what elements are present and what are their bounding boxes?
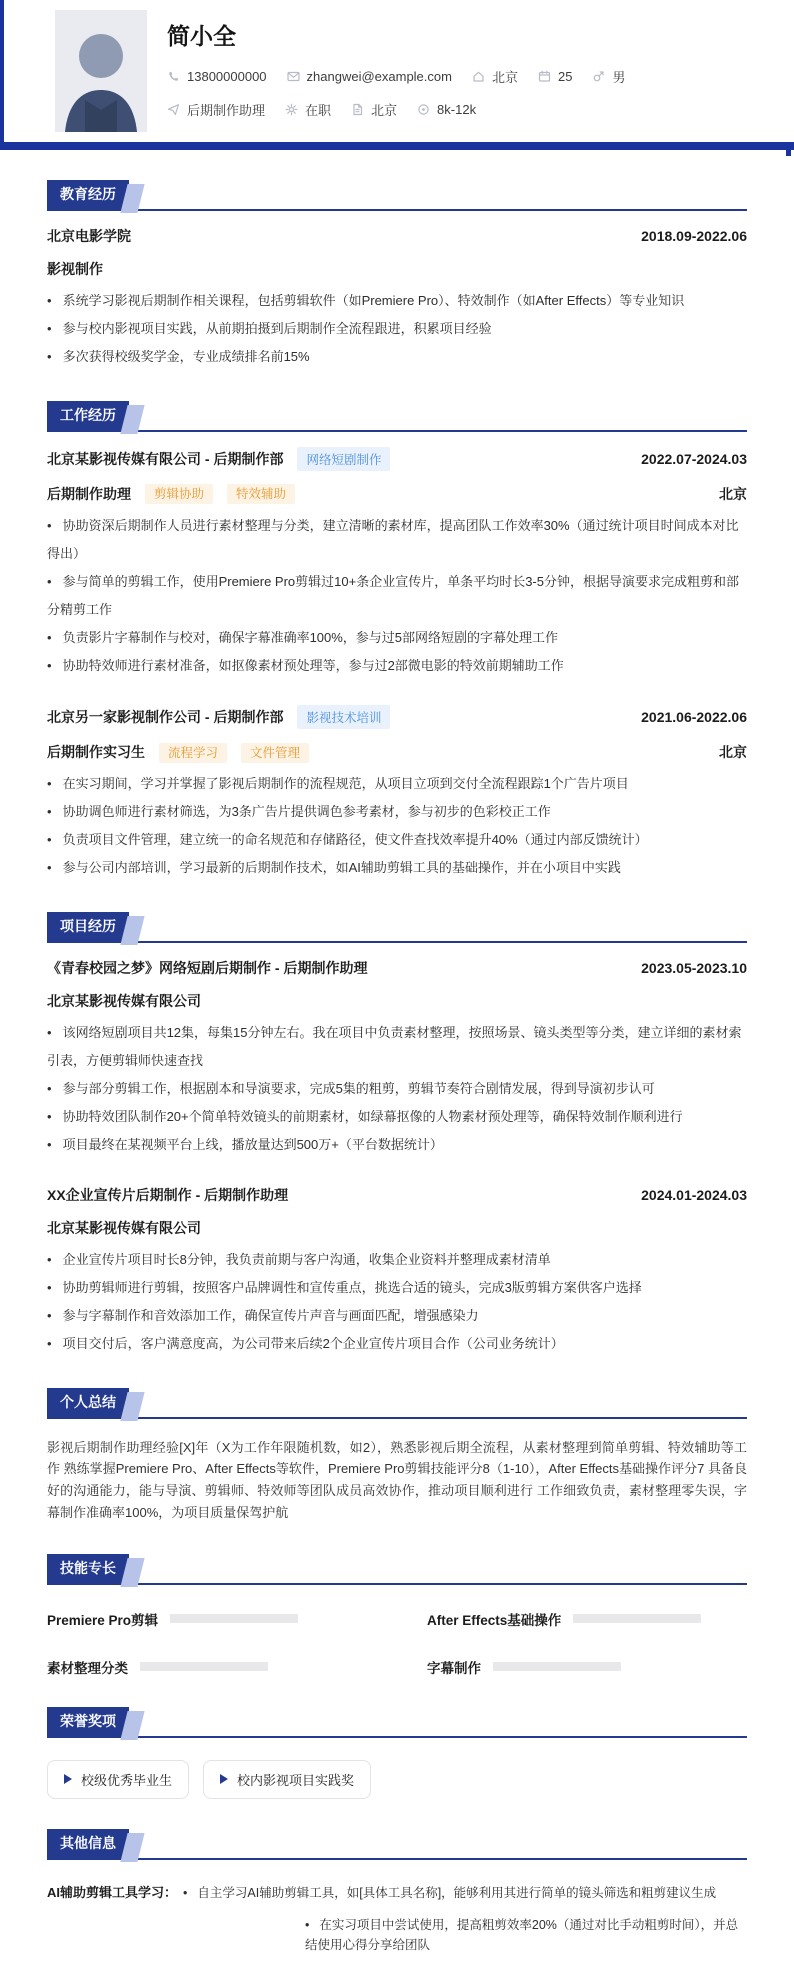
honor-badges xyxy=(47,1760,747,1799)
calendar-icon xyxy=(538,70,551,83)
job-role-tag: 流程学习 xyxy=(159,743,227,763)
skill-label: After Effects基础操作 xyxy=(427,1612,562,1628)
section-honors-title: 荣誉奖项 xyxy=(47,1707,129,1736)
job-role-name: 后期制作助理 xyxy=(47,485,131,502)
project-bullets xyxy=(47,1246,747,1358)
job-location: 北京 xyxy=(719,485,747,502)
job-role-left xyxy=(47,484,295,504)
skill-bar xyxy=(493,1662,621,1671)
education-major: 影视制作 xyxy=(47,261,103,277)
project-bullet: • 项目最终在某视频平台上线，播放量达到500万+（平台数据统计） xyxy=(47,1131,747,1159)
section-education-title: 教育经历 xyxy=(47,180,129,209)
job-role-left xyxy=(47,742,309,762)
skill-label: Premiere Pro剪辑 xyxy=(47,1612,159,1628)
contact-gender-value: 男 xyxy=(612,70,626,85)
project-bullet: • 项目交付后，客户满意度高，为公司带来后续2个企业宣传片项目合作（公司业务统计） xyxy=(47,1330,747,1358)
section-work-title: 工作经历 xyxy=(47,401,129,430)
contact-gender xyxy=(592,67,625,86)
section-projects xyxy=(47,912,747,1357)
contact-job-status xyxy=(285,100,331,119)
job-bullets xyxy=(47,770,747,882)
job-date: 2022.07-2024.03 xyxy=(641,450,747,467)
project-bullet: • 参与字幕制作和音效添加工作，确保宣传片声音与画面匹配，增强感染力 xyxy=(47,1302,747,1330)
job-bullet: • 负责影片字幕制作与校对，确保字幕准确率100%，参与过5部网络短剧的字幕处理工作 xyxy=(47,624,747,652)
job-bullet: • 协助调色师进行素材筛选，为3条广告片提供调色参考素材，参与初步的色彩校正工作 xyxy=(47,798,747,826)
project-company-row xyxy=(47,1218,747,1238)
play-icon xyxy=(64,1774,72,1784)
job-company-name: 北京另一家影视制作公司 - 后期制作部 xyxy=(47,709,284,726)
education-date: 2018.09-2022.06 xyxy=(641,228,747,244)
job-role-row xyxy=(47,484,747,504)
education-bullets xyxy=(47,287,747,371)
section-skills xyxy=(47,1554,747,1677)
target-icon xyxy=(417,103,430,116)
project-bullet: • 协助剪辑师进行剪辑，按照客户品牌调性和宣传重点，挑选合适的镜头，完成3版剪辑方案供客户选择 xyxy=(47,1274,747,1302)
send-icon xyxy=(167,103,180,116)
contact-email xyxy=(287,69,452,84)
section-honors xyxy=(47,1707,747,1799)
project-date: 2024.01-2024.03 xyxy=(641,1186,747,1203)
other-line-2 xyxy=(305,1915,747,1955)
other-label: AI辅助剪辑工具学习： xyxy=(47,1884,178,1900)
job-role-name: 后期制作实习生 xyxy=(47,744,145,761)
contact-age xyxy=(538,69,572,84)
other-bullet: • 自主学习AI辅助剪辑工具，如[具体工具名称]，能够利用其进行简单的镜头筛选和粗剪建议生成 xyxy=(183,1883,716,1903)
contact-salary xyxy=(417,102,476,117)
project-company: 北京某影视传媒有限公司 xyxy=(47,993,201,1010)
skill-item xyxy=(427,1609,747,1629)
top-accent-bar xyxy=(0,142,794,150)
skill-bar xyxy=(573,1614,701,1623)
honor-badge xyxy=(203,1760,371,1799)
gear-icon xyxy=(285,103,298,116)
skill-item xyxy=(47,1609,367,1629)
mail-icon xyxy=(287,70,300,83)
job-bullets xyxy=(47,512,747,680)
job-bullet: • 在实习期间，学习并掌握了影视后期制作的流程规范，从项目立项到交付全流程跟踪1个广告片项目 xyxy=(47,770,747,798)
job-location: 北京 xyxy=(719,744,747,761)
summary-text: 影视后期制作助理经验[X]年（X为工作年限随机数，如2），熟悉影视后期全流程，从素材整理到简单剪辑、特效辅助等工作 熟练掌握Premiere Pro、After Effects等软件，Premiere Pro剪辑技能评分8（1-10），After Effects基础操作评分7 具备良好的沟通能力，能与导演、剪辑师、特效师等团队成员高效协作，推动项目顺利进行 工作细致负责，素材整理零失误，字幕制作准确率100%，为项目质量保驾护航 xyxy=(47,1439,747,1521)
job-company-tag: 影视技术培训 xyxy=(297,705,390,729)
other-bullet: • 在实习项目中尝试使用，提高粗剪效率20%（通过对比手动粗剪时间），并总结使用心得分享给团队 xyxy=(305,1915,747,1955)
education-school: 北京电影学院 xyxy=(47,228,131,244)
job-role-tags xyxy=(131,484,295,503)
project-date: 2023.05-2023.10 xyxy=(641,960,747,977)
job-role-tag: 剪辑协助 xyxy=(145,484,213,504)
section-education xyxy=(47,180,747,371)
job-company-left xyxy=(47,447,390,471)
profile-photo-placeholder xyxy=(55,10,147,132)
job-company-name: 北京某影视传媒有限公司 - 后期制作部 xyxy=(47,450,284,467)
project-title-row xyxy=(47,1185,747,1205)
section-projects-header xyxy=(47,912,747,943)
section-skills-title: 技能专长 xyxy=(47,1554,129,1583)
project-bullet: • 参与部分剪辑工作，根据剧本和导演要求，完成5集的粗剪，剪辑节奏符合剧情发展，得到导演初步认可 xyxy=(47,1075,747,1103)
skill-bar xyxy=(140,1662,268,1671)
education-bullet: • 多次获得校级奖学金，专业成绩排名前15% xyxy=(47,343,747,371)
candidate-name: 简小全 xyxy=(167,23,236,49)
honor-badge-label: 校级优秀毕业生 xyxy=(81,1772,173,1788)
job-date: 2021.06-2022.06 xyxy=(641,709,747,726)
education-major-row xyxy=(47,259,747,279)
contact-job-status-value: 在职 xyxy=(305,103,332,118)
section-summary-title: 个人总结 xyxy=(47,1388,129,1417)
project-bullets xyxy=(47,1019,747,1159)
contact-salary-value: 8k-12k xyxy=(437,102,477,117)
contact-row-1 xyxy=(167,67,645,86)
job-role-row xyxy=(47,742,747,762)
skill-item xyxy=(47,1657,367,1677)
section-education-header xyxy=(47,180,747,211)
home-icon xyxy=(472,70,485,83)
contact-row-2 xyxy=(167,100,645,119)
section-other xyxy=(47,1829,747,1955)
project-bullet: • 协助特效团队制作20+个简单特效镜头的前期素材，如绿幕抠像的人物素材预处理等，确保特效制作顺利进行 xyxy=(47,1103,747,1131)
project-company: 北京某影视传媒有限公司 xyxy=(47,1219,201,1236)
contact-job-title-value: 后期制作助理 xyxy=(187,103,266,118)
resume-content xyxy=(0,180,794,1983)
project-name: XX企业宣传片后期制作 - 后期制作助理 xyxy=(47,1186,289,1203)
skill-label: 素材整理分类 xyxy=(47,1660,128,1676)
job-bullet: • 参与公司内部培训，学习最新的后期制作技术，如AI辅助剪辑工具的基础操作，并在小项目中实践 xyxy=(47,854,747,882)
project-block-1 xyxy=(47,958,747,1159)
section-summary xyxy=(47,1388,747,1524)
profile-photo xyxy=(55,10,147,132)
section-work-header xyxy=(47,401,747,432)
job-bullet: • 协助资深后期制作人员进行素材整理与分类，建立清晰的素材库，提高团队工作效率30%（通过统计项目时间成本对比得出） xyxy=(47,512,747,568)
contact-job-title xyxy=(167,100,265,119)
honor-badge-label: 校内影视项目实践奖 xyxy=(237,1772,355,1788)
section-other-title: 其他信息 xyxy=(47,1829,129,1858)
skill-item xyxy=(427,1657,747,1677)
contact-job-city-value: 北京 xyxy=(371,103,398,118)
job-company-left xyxy=(47,705,390,729)
job-company-tag: 网络短剧制作 xyxy=(297,447,390,471)
project-bullet: • 企业宣传片项目时长8分钟，我负责前期与客户沟通，收集企业资料并整理成素材清单 xyxy=(47,1246,747,1274)
skill-bar xyxy=(170,1614,298,1623)
gender-icon xyxy=(592,70,605,83)
project-title-row xyxy=(47,958,747,978)
other-info xyxy=(47,1882,747,1955)
education-bullet: • 参与校内影视项目实践，从前期拍摄到后期制作全流程跟进，积累项目经验 xyxy=(47,315,747,343)
section-summary-header xyxy=(47,1388,747,1419)
job-block-1 xyxy=(47,447,747,680)
section-work xyxy=(47,401,747,882)
job-role-tag: 特效辅助 xyxy=(227,484,295,504)
section-honors-header xyxy=(47,1707,747,1738)
job-company-row xyxy=(47,447,747,471)
file-icon xyxy=(351,103,364,116)
skills-grid xyxy=(47,1609,747,1677)
job-company-row xyxy=(47,705,747,729)
phone-icon xyxy=(167,70,180,83)
contact-phone xyxy=(167,69,267,84)
contact-job-city xyxy=(351,100,397,119)
project-name: 《青春校园之梦》网络短剧后期制作 - 后期制作助理 xyxy=(47,960,368,977)
other-line-1 xyxy=(47,1882,747,1903)
resume-header xyxy=(0,0,794,142)
job-block-2 xyxy=(47,705,747,882)
section-projects-title: 项目经历 xyxy=(47,912,129,941)
job-bullet: • 参与简单的剪辑工作，使用Premiere Pro剪辑过10+条企业宣传片，单条平均时长3-5分钟，根据导演要求完成粗剪和部分精剪工作 xyxy=(47,568,747,624)
contact-age-value: 25 xyxy=(557,69,573,84)
header-info xyxy=(167,10,645,142)
section-skills-header xyxy=(47,1554,747,1585)
contact-city xyxy=(472,67,518,86)
project-company-row xyxy=(47,991,747,1011)
contact-email-value: zhangwei@example.com xyxy=(306,69,452,84)
job-role-tag: 文件管理 xyxy=(241,743,309,763)
section-other-header xyxy=(47,1829,747,1860)
skill-label: 字幕制作 xyxy=(427,1660,481,1676)
education-bullet: • 系统学习影视后期制作相关课程，包括剪辑软件（如Premiere Pro）、特效制作（如After Effects）等专业知识 xyxy=(47,287,747,315)
contact-city-value: 北京 xyxy=(491,70,518,85)
contact-phone-value: 13800000000 xyxy=(187,69,267,84)
job-role-tags xyxy=(145,743,309,762)
play-icon xyxy=(220,1774,228,1784)
honor-badge xyxy=(47,1760,189,1799)
job-bullet: • 负责项目文件管理，建立统一的命名规范和存储路径，使文件查找效率提升40%（通过内部反馈统计） xyxy=(47,826,747,854)
job-bullet: • 协助特效师进行素材准备，如抠像素材预处理等，参与过2部微电影的特效前期辅助工作 xyxy=(47,652,747,680)
project-bullet: • 该网络短剧项目共12集，每集15分钟左右。我在项目中负责素材整理，按照场景、镜头类型等分类，建立详细的素材索引表，方便剪辑师快速查找 xyxy=(47,1019,747,1075)
education-row xyxy=(47,226,747,246)
project-block-2 xyxy=(47,1185,747,1358)
